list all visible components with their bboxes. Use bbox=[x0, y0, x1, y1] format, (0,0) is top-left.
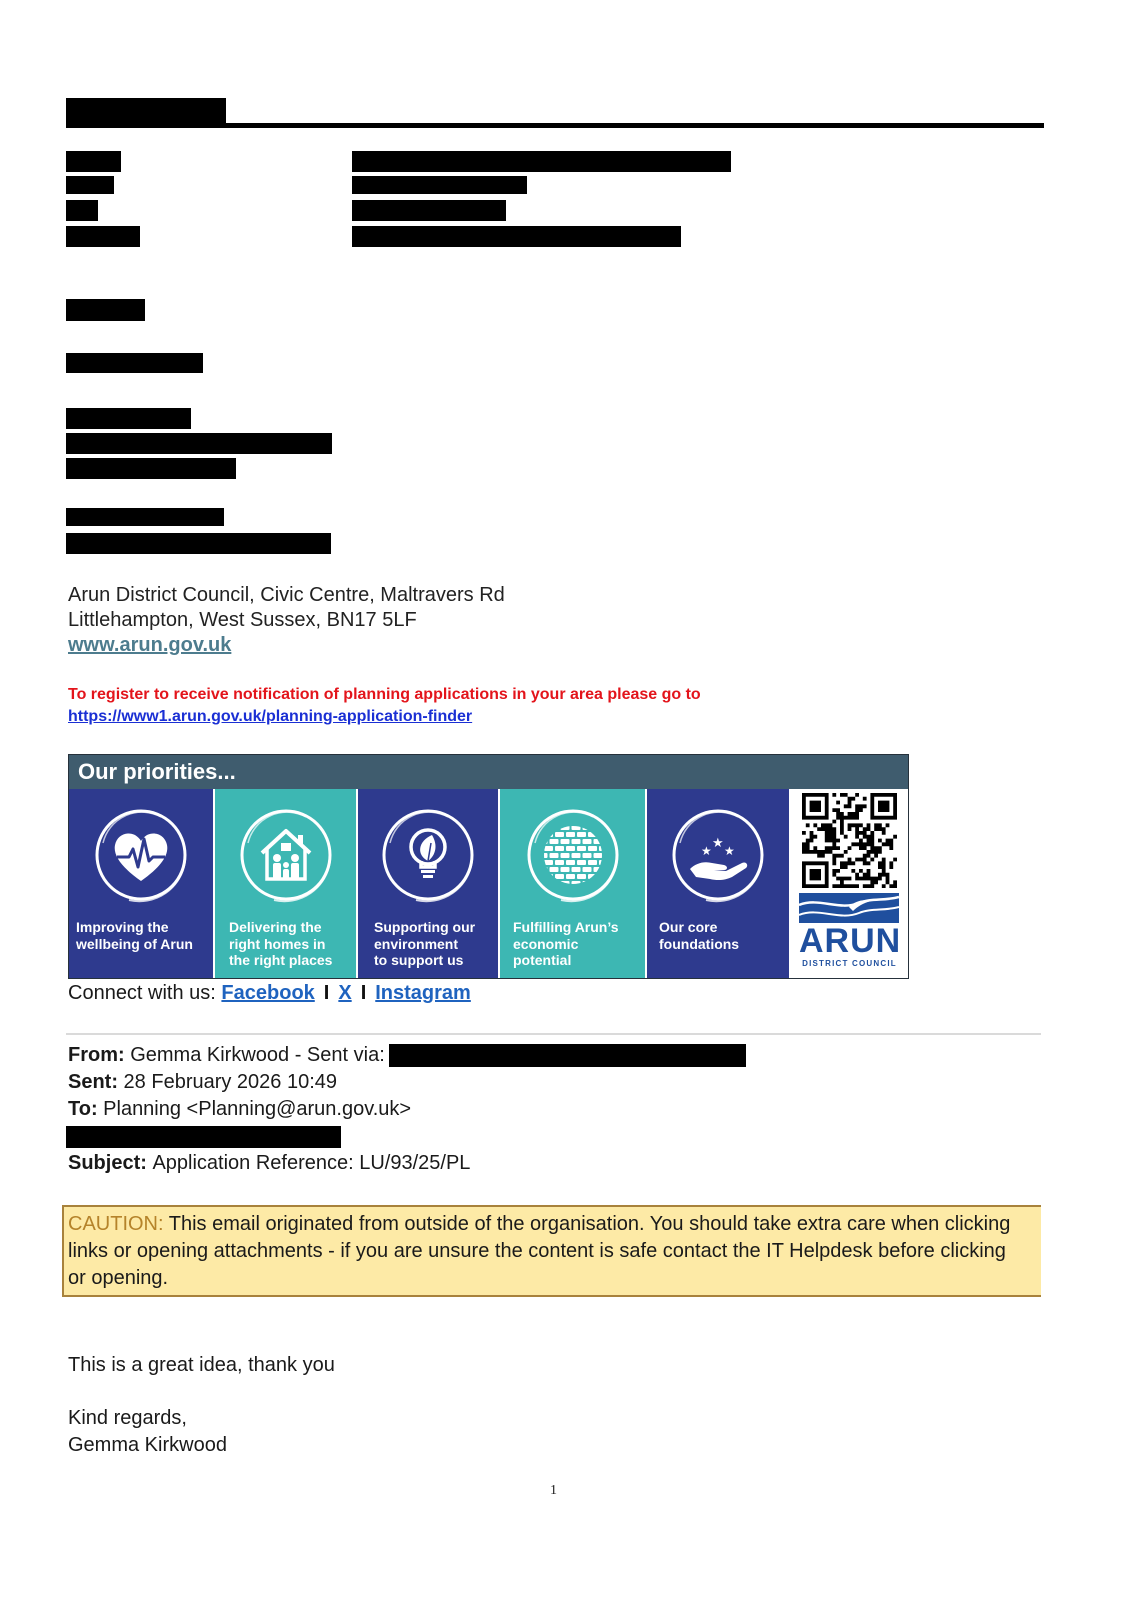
redaction-box bbox=[66, 200, 98, 221]
priority-label bbox=[76, 919, 193, 952]
heart-pulse-icon bbox=[89, 803, 193, 907]
redaction-box bbox=[66, 299, 145, 321]
social-links bbox=[68, 981, 471, 1006]
lightbulb-leaf-icon bbox=[376, 803, 480, 907]
label-line: Our core bbox=[659, 919, 718, 935]
page-number: 1 bbox=[550, 1483, 557, 1498]
label-line: foundations bbox=[659, 935, 740, 952]
qr-code-icon[interactable] bbox=[802, 793, 897, 888]
link-separator: I bbox=[323, 982, 330, 1004]
planning-notice bbox=[68, 684, 701, 728]
redaction-box bbox=[66, 176, 114, 194]
facebook-link[interactable]: Facebook bbox=[221, 982, 315, 1004]
priority-label bbox=[229, 919, 332, 969]
svg-text:★: ★ bbox=[701, 844, 712, 858]
redaction-box bbox=[66, 1126, 341, 1148]
hand-stars-icon bbox=[666, 803, 770, 907]
brick-wall-icon bbox=[521, 803, 625, 907]
redaction-box bbox=[66, 458, 236, 479]
caution-banner bbox=[62, 1205, 1041, 1297]
subject-value: Application Reference: LU/93/25/PL bbox=[152, 1152, 471, 1174]
sent-label: Sent: bbox=[68, 1071, 118, 1093]
caution-label: CAUTION: bbox=[68, 1213, 164, 1235]
priority-label bbox=[513, 919, 619, 969]
label-line: wellbeing of Arun bbox=[76, 935, 193, 952]
label-line: Improving the bbox=[76, 919, 169, 935]
caution-text: This email originated from outside of the organisation. You should take extra care when clicking links or opening attachments - if you are unsure the content is safe contact the IT Helpdesk before clicking or opening. bbox=[68, 1213, 1011, 1289]
email-signature: Gemma Kirkwood bbox=[68, 1434, 227, 1456]
redaction-box bbox=[66, 226, 140, 247]
website-link[interactable]: www.arun.gov.uk bbox=[68, 634, 232, 656]
label-line: environment bbox=[374, 935, 459, 952]
to-value: Planning <Planning@arun.gov.uk> bbox=[103, 1098, 412, 1120]
priorities-banner bbox=[68, 754, 909, 979]
wave-logo-icon bbox=[799, 893, 899, 923]
priorities-tiles bbox=[69, 789, 908, 978]
label-line: economic bbox=[513, 935, 579, 952]
priority-tile-environment bbox=[358, 789, 498, 978]
label-line: Fulfilling Arun’s bbox=[513, 919, 619, 935]
redaction-box bbox=[352, 176, 527, 194]
priority-label bbox=[374, 919, 475, 969]
redaction-box bbox=[66, 508, 224, 526]
instagram-link[interactable]: Instagram bbox=[375, 982, 471, 1004]
priority-tile-homes bbox=[215, 789, 356, 978]
header-rule bbox=[66, 123, 1044, 128]
priority-tile-foundations bbox=[647, 789, 789, 978]
svg-text:★: ★ bbox=[712, 836, 724, 851]
redaction-box bbox=[66, 433, 332, 454]
planning-finder-link[interactable]: https://www1.arun.gov.uk/planning-application-finder bbox=[68, 708, 473, 725]
to-label: To: bbox=[68, 1098, 98, 1120]
sent-value: 28 February 2026 10:49 bbox=[123, 1071, 338, 1093]
council-address bbox=[68, 583, 505, 658]
logo-subtitle: DISTRICT COUNCIL bbox=[802, 959, 897, 968]
link-separator: I bbox=[360, 982, 367, 1004]
arun-logo bbox=[799, 893, 900, 977]
x-link[interactable]: X bbox=[338, 982, 352, 1004]
email-closing: Kind regards, bbox=[68, 1407, 187, 1429]
address-line-2: Littlehampton, West Sussex, BN17 5LF bbox=[68, 609, 417, 631]
email-message: This is a great idea, thank you bbox=[68, 1354, 335, 1376]
label-line: the right places bbox=[229, 952, 333, 968]
redaction-box bbox=[352, 200, 506, 221]
redaction-box bbox=[66, 353, 203, 373]
caution-message bbox=[68, 1211, 1023, 1292]
sent-row bbox=[68, 1069, 470, 1096]
priorities-title: Our priorities... bbox=[69, 755, 908, 789]
priority-tile-qr-logo bbox=[791, 789, 908, 978]
notice-text: To register to receive notification of planning applications in your area please go to bbox=[68, 686, 701, 703]
address-line-1: Arun District Council, Civic Centre, Maltravers Rd bbox=[68, 584, 505, 606]
redaction-box bbox=[66, 151, 121, 172]
label-line: potential bbox=[513, 952, 572, 968]
svg-text:★: ★ bbox=[724, 844, 735, 858]
subject-row bbox=[68, 1150, 470, 1177]
from-value: Gemma Kirkwood - Sent via: bbox=[130, 1044, 385, 1066]
priority-tile-wellbeing bbox=[69, 789, 213, 978]
redaction-box bbox=[352, 151, 731, 172]
redaction-box bbox=[389, 1044, 746, 1067]
subject-label: Subject: bbox=[68, 1152, 147, 1174]
section-divider bbox=[66, 1033, 1041, 1035]
logo-name: ARUN bbox=[799, 922, 902, 960]
priority-tile-economy bbox=[500, 789, 645, 978]
social-label: Connect with us: bbox=[68, 982, 216, 1004]
redaction-box bbox=[66, 408, 191, 429]
to-row bbox=[68, 1096, 470, 1123]
label-line: Delivering the bbox=[229, 919, 322, 935]
priority-label bbox=[659, 919, 739, 952]
house-family-icon bbox=[234, 803, 338, 907]
label-line: right homes in bbox=[229, 935, 326, 952]
from-label: From: bbox=[68, 1044, 125, 1066]
redaction-box bbox=[352, 226, 681, 247]
redaction-box bbox=[66, 533, 331, 554]
label-line: Supporting our bbox=[374, 919, 476, 935]
redaction-box bbox=[66, 98, 226, 124]
label-line: to support us bbox=[374, 952, 464, 968]
